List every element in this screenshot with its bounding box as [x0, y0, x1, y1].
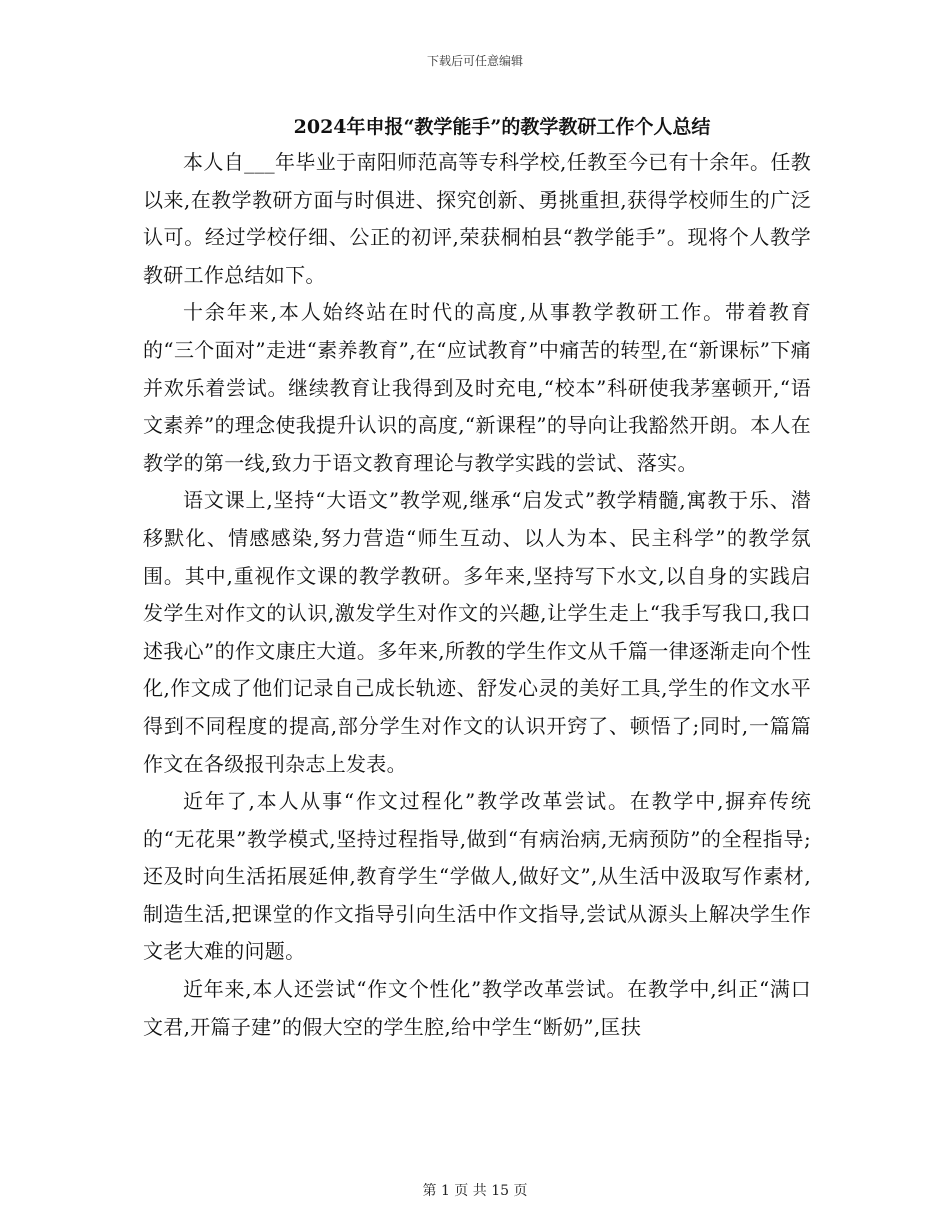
paragraph-chinese-class: 语文课上,坚持“大语文”教学观,继承“启发式”教学精髓,寓教于乐、潜移默化、情感感染,努力营造“师生互动、以人为本、民主科学”的教学氛围。其中,重视作文课的教学教研。多年来,坚持写下水文,以自身的实践启发学生对作文的认识,激发学生对作文的兴趣,让学生走上“我手写我口,我口述我心”的作文康庄大道。多年来,所教的学生作文从千篇一律逐渐走向个性化,作文成了他们记录自己成长轨迹、舒发心灵的美好工具,学生的作文水平得到不同程度的提高,部分学生对作文的认识开窍了、顿悟了;同时,一篇篇作文在各级报刊杂志上发表。: [143, 488, 811, 776]
document-body: [143, 110, 811, 1046]
header-note: 下载后可任意编辑: [426, 54, 523, 68]
paragraph-composition-process: 近年了,本人从事“作文过程化”教学改革尝试。在教学中,摒弃传统的“无花果”教学模式,坚持过程指导,做到“有病治病,无病预防”的全程指导;还及时向生活拓展延伸,教育学生“学做人,做好文”,从生活中汲取写作素材,制造生活,把课堂的作文指导引向生活中作文指导,尝试从源头上解决学生作文老大难的问题。: [143, 789, 811, 964]
document-title: 2024年申报“教学能手”的教学教研工作个人总结: [293, 116, 711, 138]
paragraph-composition-personalized: 近年来,本人还尝试“作文个性化”教学改革尝试。在教学中,纠正“满口文君,开篇子建”的假大空的学生腔,给中学生“断奶”,匡扶: [143, 977, 811, 1039]
paragraph-decade-work: 十余年来,本人始终站在时代的高度,从事教学教研工作。带着教育的“三个面对”走进“素养教育”,在“应试教育”中痛苦的转型,在“新课标”下痛并欢乐着尝试。继续教育让我得到及时充电,“校本”科研使我茅塞顿开,“语文素养”的理念使我提升认识的高度,“新课程”的导向让我豁然开朗。本人在教学的第一线,致力于语文教育理论与教学实践的尝试、落实。: [143, 300, 811, 475]
paragraph-intro: 本人自___年毕业于南阳师范高等专科学校,任教至今已有十余年。任教以来,在教学教研方面与时俱进、探究创新、勇挑重担,获得学校师生的广泛认可。经过学校仔细、公正的初评,荣获桐柏县“教学能手”。现将个人教学教研工作总结如下。: [143, 150, 811, 287]
page-number: 第 1 页 共 15 页: [422, 1183, 528, 1199]
